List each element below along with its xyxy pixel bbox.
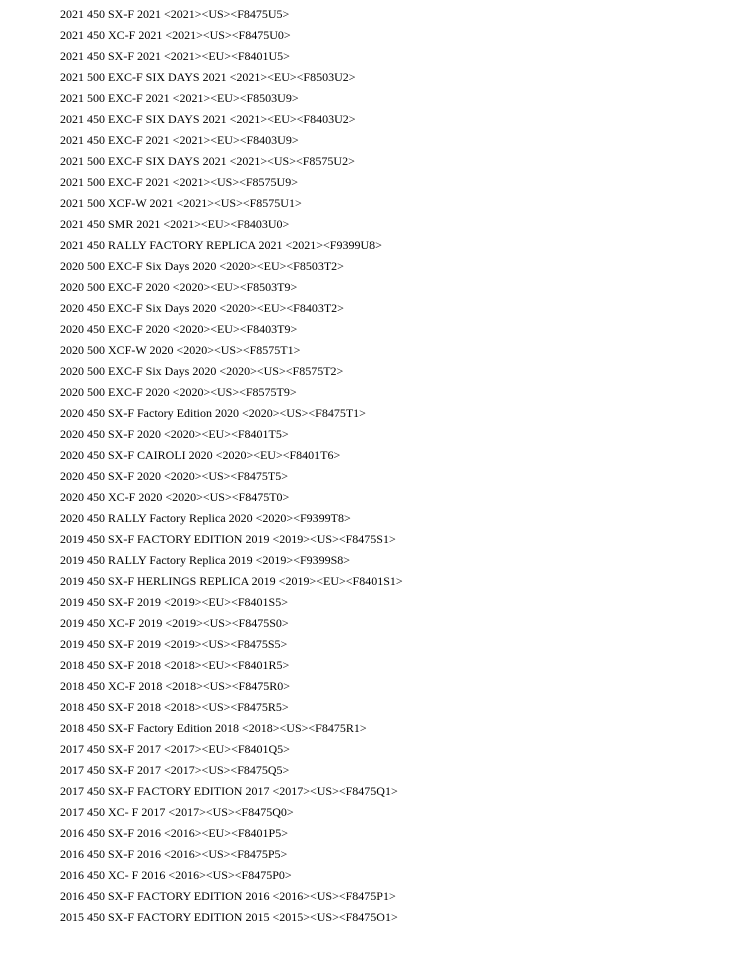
model-list-item: 2019 450 SX-F 2019 <2019><EU><F8401S5>: [60, 595, 288, 609]
model-list-item: 2020 450 SX-F 2020 <2020><EU><F8401T5>: [60, 427, 289, 441]
model-list-item: 2019 450 SX-F HERLINGS REPLICA 2019 <2019><EU><F8401S1>: [60, 574, 403, 588]
model-list-item: 2020 500 EXC-F 2020 <2020><EU><F8503T9>: [60, 280, 298, 294]
model-list: [60, 4, 403, 928]
model-list-item: 2019 450 SX-F FACTORY EDITION 2019 <2019><US><F8475S1>: [60, 532, 396, 546]
model-list-item: 2020 500 EXC-F Six Days 2020 <2020><EU><F8503T2>: [60, 259, 344, 273]
model-list-item: 2020 450 EXC-F Six Days 2020 <2020><EU><F8403T2>: [60, 301, 344, 315]
model-list-item: 2015 450 SX-F FACTORY EDITION 2015 <2015><US><F8475O1>: [60, 910, 398, 924]
model-list-item: 2017 450 SX-F 2017 <2017><EU><F8401Q5>: [60, 742, 290, 756]
model-list-item: 2020 500 EXC-F 2020 <2020><US><F8575T9>: [60, 385, 297, 399]
model-list-item: 2021 450 EXC-F 2021 <2021><EU><F8403U9>: [60, 133, 299, 147]
model-list-item: 2021 500 EXC-F SIX DAYS 2021 <2021><EU><F8503U2>: [60, 70, 356, 84]
model-list-item: 2021 450 SMR 2021 <2021><EU><F8403U0>: [60, 217, 290, 231]
model-list-item: 2021 500 EXC-F 2021 <2021><US><F8575U9>: [60, 175, 298, 189]
model-list-item: 2021 500 EXC-F SIX DAYS 2021 <2021><US><F8575U2>: [60, 154, 355, 168]
model-list-item: 2020 450 SX-F Factory Edition 2020 <2020><US><F8475T1>: [60, 406, 366, 420]
model-list-item: 2020 500 XCF-W 2020 <2020><US><F8575T1>: [60, 343, 301, 357]
model-list-item: 2021 450 SX-F 2021 <2021><EU><F8401U5>: [60, 49, 290, 63]
model-list-item: 2020 450 EXC-F 2020 <2020><EU><F8403T9>: [60, 322, 298, 336]
model-list-item: 2016 450 SX-F 2016 <2016><EU><F8401P5>: [60, 826, 288, 840]
model-list-item: 2020 450 SX-F CAIROLI 2020 <2020><EU><F8401T6>: [60, 448, 341, 462]
model-list-item: 2018 450 SX-F Factory Edition 2018 <2018><US><F8475R1>: [60, 721, 367, 735]
model-list-item: 2018 450 SX-F 2018 <2018><EU><F8401R5>: [60, 658, 290, 672]
model-list-item: 2020 500 EXC-F Six Days 2020 <2020><US><F8575T2>: [60, 364, 344, 378]
model-list-item: 2020 450 XC-F 2020 <2020><US><F8475T0>: [60, 490, 290, 504]
model-list-item: 2020 450 SX-F 2020 <2020><US><F8475T5>: [60, 469, 288, 483]
model-list-item: 2021 500 XCF-W 2021 <2021><US><F8575U1>: [60, 196, 302, 210]
model-list-item: 2017 450 XC- F 2017 <2017><US><F8475Q0>: [60, 805, 294, 819]
model-list-item: 2019 450 XC-F 2019 <2019><US><F8475S0>: [60, 616, 289, 630]
model-list-item: 2021 450 RALLY FACTORY REPLICA 2021 <2021><F9399U8>: [60, 238, 382, 252]
model-list-item: 2021 500 EXC-F 2021 <2021><EU><F8503U9>: [60, 91, 299, 105]
model-list-item: 2020 450 RALLY Factory Replica 2020 <2020><F9399T8>: [60, 511, 351, 525]
model-list-item: 2019 450 RALLY Factory Replica 2019 <2019><F9399S8>: [60, 553, 351, 567]
model-list-item: 2016 450 SX-F 2016 <2016><US><F8475P5>: [60, 847, 288, 861]
model-list-item: 2021 450 EXC-F SIX DAYS 2021 <2021><EU><F8403U2>: [60, 112, 356, 126]
model-list-item: 2016 450 XC- F 2016 <2016><US><F8475P0>: [60, 868, 292, 882]
model-list-item: 2016 450 SX-F FACTORY EDITION 2016 <2016><US><F8475P1>: [60, 889, 396, 903]
model-list-item: 2021 450 XC-F 2021 <2021><US><F8475U0>: [60, 28, 291, 42]
model-list-item: 2017 450 SX-F 2017 <2017><US><F8475Q5>: [60, 763, 290, 777]
model-list-item: 2017 450 SX-F FACTORY EDITION 2017 <2017><US><F8475Q1>: [60, 784, 398, 798]
model-list-item: 2018 450 XC-F 2018 <2018><US><F8475R0>: [60, 679, 290, 693]
model-list-item: 2019 450 SX-F 2019 <2019><US><F8475S5>: [60, 637, 288, 651]
model-list-item: 2021 450 SX-F 2021 <2021><US><F8475U5>: [60, 7, 290, 21]
model-list-item: 2018 450 SX-F 2018 <2018><US><F8475R5>: [60, 700, 289, 714]
